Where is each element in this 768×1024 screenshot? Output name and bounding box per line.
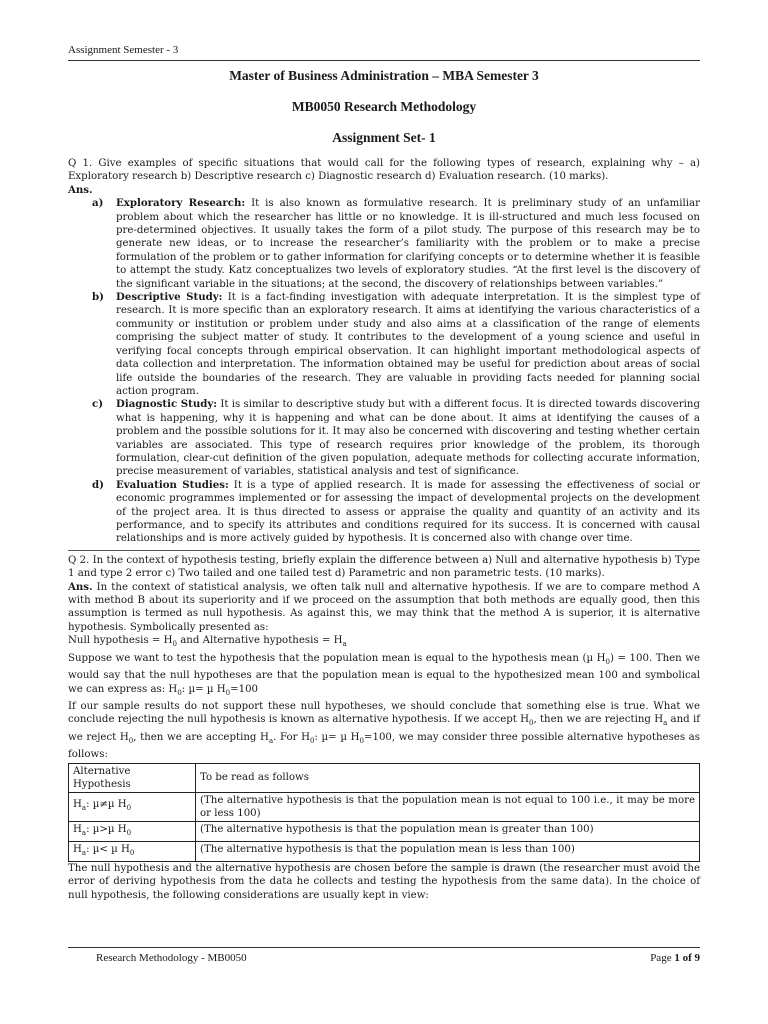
item-term: Evaluation Studies: — [116, 478, 229, 491]
answer-2-paragraph-3: If our sample results do not support these null hypotheses, we should conclude that something else is true. What we conclude rejecting the null hypothesis is known as alternative hypothesis. If we accept $H_0$, then we are rejecting $H_a$ and if we reject $H_0$, then we are accepting $H_a$. For $H_0$: µ= µ $H_0=100$, we may consider three possible alternative hypotheses as follows: — [68, 700, 700, 761]
assignment-set-title: Assignment Set- 1 — [332, 130, 436, 145]
table-cell: (The alternative hypothesis is that the population mean is less than 100) — [196, 841, 700, 861]
answer-item-a — [68, 197, 700, 291]
item-text: It is also known as formulative research. It is preliminary study of an unfamiliar problem about which the researcher has little or no knowledge. It is ill-structured and much less focused on pre-determined objectives. It usually takes the form of a pilot study. The purpose of this research may be to generate new ideas, or to increase the researcher’s familiarity with the problem or to make a precise formulation of the problem or to gather information for clarifying concepts or to determine whether it is feasible to attempt the study. Katz conceptualizes two levels of exploratory studies. “At the first level is the discovery of the significant variable in the situations; at the second, the discovery of relationships between variables.” — [116, 198, 701, 290]
question-1: Q 1. Give examples of specific situations that would call for the following types of research, explaining why – a) Exploratory research b) Descriptive research c) Diagnostic research d) Evaluation research. (10 marks). — [68, 158, 700, 183]
answer-1-label: Ans. — [68, 183, 93, 196]
alternative-hypothesis-table — [68, 763, 700, 862]
program-title: Master of Business Administration – MBA Semester 3 — [229, 68, 539, 83]
title-block — [68, 68, 700, 146]
table-cell: (The alternative hypothesis is that the population mean is not equal to 100 i.e., it may be more or less 100) — [196, 792, 700, 821]
item-marker: c) — [92, 398, 104, 411]
table-cell: (The alternative hypothesis is that the population mean is greater than 100) — [196, 821, 700, 841]
item-text: It is a fact-finding investigation with adequate interpretation. It is the simplest type of research. It is more specific than an exploratory research. It aims at identifying the various characteristics of a community or institution or problem under study and also aims at a classification of the range of elements comprising the subject matter of study. It contributes to the development of a young science and useful in verifying focal concepts through empirical observation. It can highlight important methodological aspects of data collection and interpretation. The information obtained may be useful for prediction about areas of social life outside the boundaries of the research. They are valuable in providing facts needed for planning social action program. — [116, 292, 700, 397]
answer-2-paragraph-4: The null hypothesis and the alternative hypothesis are chosen before the sample is drawn (the researcher must avoid the error of deriving hypothesis from the data he collects and testing the hypothesis from the same data). In the choice of null hypothesis, the following considerations are usually kept in view: — [68, 862, 700, 901]
item-text: It is a type of applied research. It is made for assessing the effectiveness of social or economic programmes implemented or for assessing the impact of developmental projects on the development of the project area. It is thus directed to assess or appraise the quality and quantity of an activity and its performance, and to specify its attributes and conditions required for its success. It is concerned with causal relationships and is more actively guided by hypothesis. It is concerned also with change over time. — [116, 479, 700, 545]
table-row — [69, 821, 700, 841]
table-row — [69, 841, 700, 861]
table-cell: $H_a$: µ< µ $H_0$ — [69, 841, 196, 861]
table-row — [69, 792, 700, 821]
answer-2-paragraph-2: Suppose we want to test the hypothesis that the population mean is equal to the hypothesis mean (µ $H_0) = 100$. Then we would say that the null hypotheses are that the population mean is equal to the hypothesized mean 100 and symbolical we can express as: $H_0$: µ= µ $H_0=100$ — [68, 652, 700, 697]
table-header-row — [69, 763, 700, 792]
answer-2-paragraph-1: Ans. In the context of statistical analysis, we often talk null and alternative hypothesis. If we are to compare method A with method B about its superiority and if we proceed on the assumption that both methods are equally good, then this assumption is termed as null hypothesis. As against this, we may think that the method A is superior, it is alternative hypothesis. Symbolically presented as: — [68, 580, 700, 633]
item-marker: b) — [92, 291, 104, 304]
header-rule — [68, 60, 700, 61]
course-title: MB0050 Research Methodology — [291, 99, 477, 114]
item-text: It is similar to descriptive study but with a different focus. It is directed towards discovering what is happening, why it is happening and what can be done about. It aims at identifying the causes of a problem and the possible solutions for it. It may also be concerned with discovering and testing whether certain variables are associated. This type of research requires prior knowledge of the problem, its thorough formulation, clear-cut definition of the given population, adequate methods for collecting accurate information, precise measurement of variables, statistical analysis and test of significance. — [116, 399, 700, 478]
item-term: Descriptive Study: — [116, 291, 223, 304]
running-header: Assignment Semester - 3 — [68, 44, 179, 56]
table-cell: $H_a$: µ≠µ $H_0$ — [69, 792, 196, 821]
page-number: Page 1 of 9 — [650, 952, 700, 964]
document-body — [68, 157, 700, 902]
hypothesis-notation-line: Null hypothesis = $H_0$ and Alternative hypothesis = $H_a$ — [68, 635, 347, 649]
item-term: Diagnostic Study: — [116, 398, 218, 411]
table-header-cell: Alternative Hypothesis — [69, 763, 196, 792]
footer-course: Research Methodology - MB0050 — [96, 952, 247, 964]
item-term: Exploratory Research: — [116, 197, 246, 210]
answer-item-c — [68, 398, 700, 478]
item-marker: a) — [92, 197, 104, 210]
answer-item-d — [68, 479, 700, 546]
footer-rule — [68, 947, 700, 948]
answer-2-label: Ans. — [68, 580, 93, 593]
answer-item-b — [68, 291, 700, 398]
table-cell: $H_a$: µ>µ $H_0$ — [69, 821, 196, 841]
section-divider — [68, 550, 700, 551]
item-marker: d) — [92, 478, 104, 491]
question-2: Q 2. In the context of hypothesis testing, briefly explain the difference between a) Null and alternative hypothesis b) Type 1 and type 2 error c) Two tailed and one tailed test d) Parametric and non parametric tests. (10 marks). — [68, 554, 700, 580]
table-header-cell: To be read as follows — [196, 763, 700, 792]
